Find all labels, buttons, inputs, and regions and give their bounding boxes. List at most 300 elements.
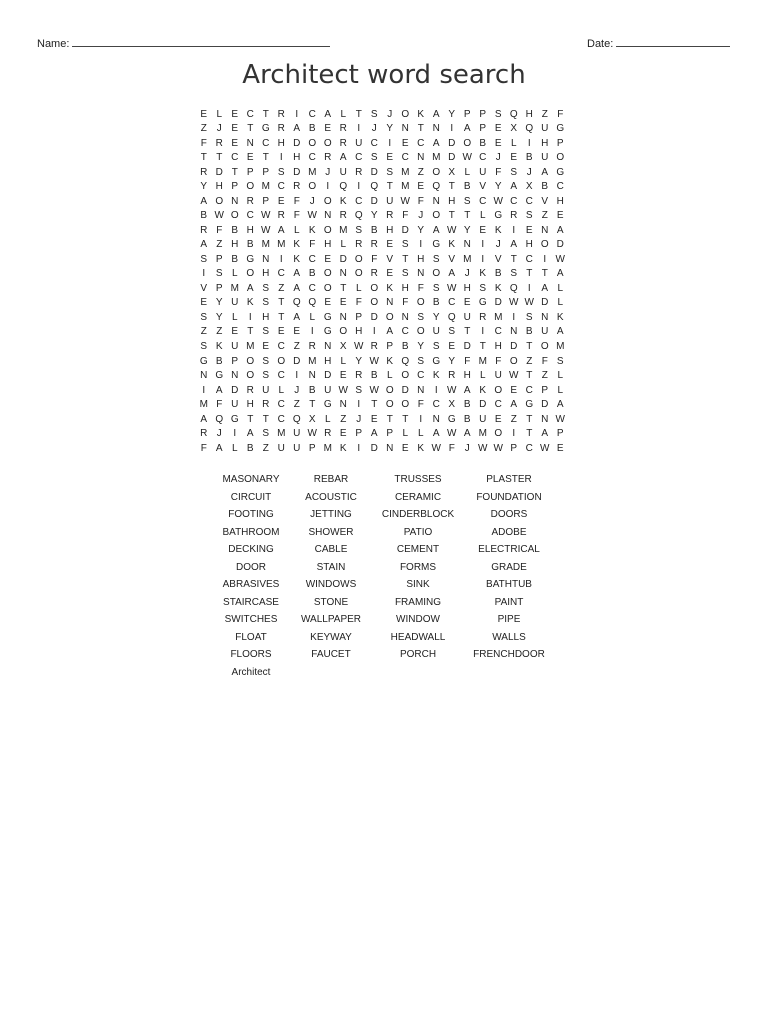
grid-letter: U	[231, 341, 239, 352]
grid-letter: U	[479, 166, 487, 178]
word-list-item: FRAMING	[394, 596, 442, 608]
grid-letter: C	[479, 195, 487, 207]
grid-letter: R	[324, 428, 332, 440]
grid-letter: F	[417, 195, 424, 207]
grid-letter: L	[340, 355, 347, 367]
word-list-item: CIRCUIT	[230, 491, 272, 503]
word-list-item: STONE	[313, 596, 349, 608]
grid-letter: C	[417, 370, 425, 382]
grid-letter: N	[417, 268, 425, 280]
grid-letter: A	[200, 413, 208, 425]
grid-row	[196, 267, 568, 282]
grid-letter: F	[557, 108, 564, 120]
grid-letter: A	[432, 428, 440, 440]
grid-letter: P	[479, 108, 487, 120]
grid-letter: I	[388, 137, 392, 149]
grid-letter: I	[248, 311, 252, 323]
grid-letter: N	[401, 123, 409, 135]
grid-letter: T	[402, 413, 409, 425]
grid-letter: S	[262, 370, 270, 382]
grid-letter: K	[448, 239, 456, 251]
grid-letter: B	[541, 181, 549, 193]
grid-letter: C	[308, 108, 316, 120]
grid-letter: T	[262, 152, 269, 164]
grid-letter: W	[555, 413, 565, 425]
grid-letter: O	[432, 210, 441, 222]
grid-letter: M	[401, 166, 410, 178]
word-list-item: CINDERBLOCK	[381, 509, 455, 520]
grid-row	[196, 426, 568, 441]
name-field	[37, 36, 330, 50]
grid-letter: U	[339, 166, 347, 178]
grid-letter: N	[200, 370, 208, 382]
grid-letter: N	[262, 253, 270, 265]
grid-letter: R	[215, 137, 223, 149]
grid-letter: E	[510, 384, 518, 396]
grid-letter: G	[556, 123, 565, 135]
grid-letter: A	[432, 224, 440, 236]
grid-letter: T	[526, 370, 533, 382]
grid-letter: R	[339, 123, 347, 135]
grid-letter: P	[479, 123, 487, 135]
grid-letter: N	[246, 137, 254, 149]
grid-letter: B	[308, 268, 316, 280]
grid-letter: P	[231, 355, 239, 367]
grid-letter: U	[386, 195, 394, 207]
grid-letter: E	[339, 297, 347, 309]
grid-letter: I	[233, 428, 237, 440]
grid-letter: G	[230, 413, 239, 425]
letter-grid	[196, 107, 568, 455]
grid-letter: A	[370, 428, 378, 440]
grid-letter: S	[510, 268, 518, 280]
grid-letter: O	[401, 370, 410, 382]
grid-letter: R	[277, 210, 285, 222]
grid-letter: O	[246, 355, 255, 367]
grid-letter: S	[215, 268, 223, 280]
grid-letter: R	[277, 123, 285, 135]
grid-letter: T	[386, 181, 393, 193]
grid-letter: N	[339, 399, 347, 411]
grid-letter: F	[417, 282, 424, 294]
grid-letter: T	[448, 210, 455, 222]
grid-letter: G	[432, 355, 441, 367]
word-list-item: SWITCHES	[224, 614, 278, 625]
grid-letter: J	[495, 152, 501, 164]
grid-letter: O	[308, 137, 317, 149]
grid-letter: G	[323, 399, 332, 411]
grid-letter: W	[261, 210, 271, 222]
grid-letter: W	[307, 428, 317, 440]
grid-letter: L	[464, 166, 471, 178]
word-list-item: JETTING	[310, 509, 352, 520]
grid-letter: P	[510, 442, 518, 454]
grid-letter: K	[246, 297, 254, 309]
grid-letter: W	[214, 210, 224, 222]
grid-letter: T	[448, 181, 455, 193]
grid-letter: C	[355, 195, 363, 207]
grid-letter: E	[339, 428, 347, 440]
word-list-item: ELECTRICAL	[478, 544, 540, 555]
grid-row	[196, 252, 568, 267]
grid-letter: T	[216, 152, 223, 164]
grid-letter: C	[262, 137, 270, 149]
grid-letter: R	[370, 341, 378, 352]
grid-letter: R	[448, 370, 456, 382]
grid-letter: T	[479, 341, 486, 352]
grid-letter: H	[231, 239, 239, 251]
word-list-item: CEMENT	[396, 544, 440, 555]
grid-letter: T	[278, 297, 285, 309]
grid-letter: Q	[509, 282, 518, 294]
grid-letter: F	[495, 355, 502, 367]
word-list-item: PLASTER	[486, 474, 532, 485]
grid-letter: I	[279, 152, 283, 164]
grid-letter: L	[402, 428, 409, 440]
grid-letter: W	[447, 384, 457, 396]
grid-row	[196, 209, 568, 224]
grid-letter: S	[525, 311, 533, 323]
grid-letter: N	[541, 413, 549, 425]
grid-letter: A	[510, 399, 518, 411]
grid-letter: Y	[463, 224, 471, 236]
grid-letter: W	[261, 224, 271, 236]
grid-letter: B	[525, 152, 533, 164]
grid-letter: D	[448, 152, 456, 164]
grid-letter: E	[494, 123, 502, 135]
grid-letter: W	[540, 442, 550, 454]
grid-letter: K	[432, 370, 440, 382]
grid-letter: C	[277, 399, 285, 411]
grid-letter: K	[417, 442, 425, 454]
grid-letter: G	[478, 297, 487, 309]
grid-row	[196, 165, 568, 180]
grid-row	[196, 325, 568, 340]
word-list-item: DOORS	[490, 509, 528, 520]
grid-letter: H	[541, 137, 549, 149]
grid-letter: U	[541, 123, 549, 135]
grid-letter: M	[199, 399, 208, 411]
grid-row	[196, 180, 568, 195]
grid-letter: G	[432, 239, 441, 251]
grid-letter: J	[495, 239, 501, 251]
grid-letter: H	[556, 195, 564, 207]
grid-letter: N	[324, 210, 332, 222]
grid-letter: Y	[448, 108, 456, 120]
grid-letter: Q	[292, 297, 301, 309]
grid-letter: S	[479, 282, 487, 294]
grid-letter: I	[326, 181, 330, 193]
grid-letter: A	[556, 326, 564, 338]
grid-letter: O	[246, 370, 255, 382]
grid-letter: N	[541, 311, 549, 323]
grid-letter: A	[463, 384, 471, 396]
grid-letter: D	[479, 399, 487, 411]
grid-letter: J	[387, 108, 393, 120]
grid-letter: P	[386, 341, 394, 352]
grid-letter: W	[493, 195, 503, 207]
grid-letter: B	[463, 181, 471, 193]
grid-letter: B	[370, 224, 378, 236]
grid-letter: J	[464, 268, 470, 280]
grid-letter: I	[295, 108, 299, 120]
grid-letter: I	[357, 181, 361, 193]
grid-letter: T	[541, 268, 548, 280]
grid-letter: B	[246, 239, 254, 251]
grid-letter: L	[557, 297, 564, 309]
grid-letter: D	[293, 137, 301, 149]
grid-letter: F	[448, 442, 455, 454]
grid-letter: W	[400, 195, 410, 207]
grid-letter: X	[339, 341, 347, 352]
grid-letter: T	[402, 253, 409, 265]
grid-letter: W	[447, 428, 457, 440]
word-list	[205, 471, 547, 681]
grid-letter: F	[495, 166, 502, 178]
grid-letter: F	[200, 442, 207, 454]
grid-letter: C	[417, 137, 425, 149]
grid-letter: A	[339, 152, 347, 164]
grid-row	[196, 354, 568, 369]
grid-letter: X	[448, 166, 456, 178]
grid-letter: G	[525, 399, 534, 411]
grid-letter: O	[323, 282, 332, 294]
word-list-item: ABRASIVES	[222, 579, 280, 590]
word-list-item: SINK	[406, 579, 430, 590]
grid-row	[196, 151, 568, 166]
word-list-item: FORMS	[399, 561, 437, 573]
word-list-item: HEADWALL	[390, 631, 446, 643]
grid-letter: R	[277, 108, 285, 120]
grid-letter: D	[293, 166, 301, 178]
word-list-item: CERAMIC	[394, 491, 442, 503]
grid-letter: D	[370, 166, 378, 178]
grid-letter: K	[479, 268, 487, 280]
grid-letter: T	[464, 326, 471, 338]
grid-letter: C	[308, 282, 316, 294]
grid-letter: C	[277, 268, 285, 280]
grid-letter: H	[525, 239, 533, 251]
grid-letter: A	[510, 239, 518, 251]
grid-letter: Y	[215, 297, 223, 309]
grid-letter: U	[494, 370, 502, 382]
grid-letter: J	[294, 384, 300, 396]
grid-letter: O	[416, 326, 425, 338]
grid-letter: W	[493, 442, 503, 454]
grid-letter: Z	[200, 123, 207, 135]
grid-letter: C	[401, 152, 409, 164]
grid-letter: M	[323, 442, 332, 454]
grid-letter: S	[386, 166, 394, 178]
grid-letter: D	[401, 224, 409, 236]
grid-letter: R	[308, 341, 316, 352]
grid-letter: K	[339, 195, 347, 207]
grid-letter: I	[295, 370, 299, 382]
grid-letter: R	[324, 152, 332, 164]
name-label: Name:	[37, 38, 70, 50]
grid-letter: O	[323, 195, 332, 207]
grid-letter: T	[262, 108, 269, 120]
grid-letter: H	[246, 399, 254, 411]
grid-letter: P	[246, 166, 254, 178]
grid-letter: E	[525, 224, 533, 236]
grid-letter: H	[215, 181, 223, 193]
grid-letter: C	[308, 253, 316, 265]
grid-letter: P	[262, 195, 270, 207]
grid-letter: H	[262, 268, 270, 280]
grid-letter: Y	[448, 355, 456, 367]
grid-letter: C	[525, 384, 533, 396]
grid-letter: F	[417, 399, 424, 411]
word-list-item: MASONARY	[222, 474, 280, 485]
grid-letter: H	[494, 341, 502, 352]
grid-row	[196, 383, 568, 398]
grid-letter: D	[231, 384, 239, 396]
grid-letter: T	[247, 413, 254, 425]
grid-letter: Z	[200, 326, 207, 338]
grid-letter: D	[215, 166, 223, 178]
grid-letter: W	[431, 442, 441, 454]
word-list-item: ADOBE	[491, 526, 527, 538]
grid-letter: C	[556, 181, 564, 193]
grid-letter: I	[419, 239, 423, 251]
grid-letter: O	[432, 268, 441, 280]
grid-letter: K	[556, 311, 564, 323]
word-list-item: STAIRCASE	[223, 596, 279, 608]
grid-letter: S	[401, 268, 409, 280]
grid-letter: R	[246, 195, 254, 207]
grid-letter: S	[262, 326, 270, 338]
grid-letter: B	[308, 384, 316, 396]
grid-letter: F	[355, 297, 362, 309]
grid-letter: F	[309, 239, 316, 251]
grid-letter: B	[463, 399, 471, 411]
grid-letter: D	[541, 399, 549, 411]
grid-letter: E	[463, 297, 471, 309]
grid-letter: B	[308, 123, 316, 135]
word-list-item: FOOTING	[228, 509, 274, 520]
grid-letter: E	[386, 152, 394, 164]
grid-letter: S	[262, 297, 270, 309]
grid-letter: A	[246, 282, 254, 294]
grid-letter: I	[481, 326, 485, 338]
grid-letter: W	[555, 253, 565, 265]
grid-letter: T	[371, 399, 378, 411]
grid-letter: M	[277, 239, 286, 251]
grid-letter: P	[386, 428, 394, 440]
grid-row	[196, 368, 568, 383]
grid-letter: W	[307, 210, 317, 222]
grid-letter: N	[463, 239, 471, 251]
grid-letter: E	[231, 137, 239, 149]
grid-letter: A	[432, 108, 440, 120]
grid-letter: E	[277, 195, 285, 207]
name-blank-line	[72, 36, 330, 47]
grid-letter: P	[215, 253, 223, 265]
grid-letter: T	[247, 123, 254, 135]
grid-letter: K	[339, 442, 347, 454]
grid-letter: I	[357, 442, 361, 454]
grid-letter: B	[432, 297, 440, 309]
grid-letter: M	[478, 355, 487, 367]
grid-letter: N	[510, 326, 518, 338]
word-list-item: TRUSSES	[394, 474, 442, 485]
grid-letter: S	[200, 253, 208, 265]
grid-letter: D	[370, 442, 378, 454]
grid-letter: C	[277, 370, 285, 382]
grid-letter: M	[432, 152, 441, 164]
grid-letter: W	[509, 370, 519, 382]
grid-letter: H	[448, 195, 456, 207]
grid-letter: W	[369, 355, 379, 367]
grid-letter: I	[481, 253, 485, 265]
grid-letter: F	[216, 399, 223, 411]
grid-letter: A	[556, 224, 564, 236]
grid-letter: E	[448, 341, 456, 352]
grid-row	[196, 397, 568, 412]
grid-letter: F	[541, 355, 548, 367]
grid-letter: C	[401, 326, 409, 338]
word-list-item: PAINT	[494, 596, 524, 608]
grid-letter: D	[463, 341, 471, 352]
grid-letter: W	[509, 297, 519, 309]
word-list-item: FAUCET	[311, 649, 351, 660]
grid-letter: B	[215, 355, 223, 367]
grid-letter: O	[354, 268, 363, 280]
word-list-item: FOUNDATION	[476, 491, 542, 503]
grid-letter: U	[463, 311, 471, 323]
grid-letter: C	[525, 195, 533, 207]
grid-letter: N	[417, 152, 425, 164]
grid-letter: A	[386, 326, 394, 338]
grid-letter: S	[200, 341, 208, 352]
grid-letter: O	[370, 297, 379, 309]
grid-letter: H	[293, 152, 301, 164]
grid-letter: G	[323, 311, 332, 323]
grid-letter: P	[556, 428, 564, 440]
grid-letter: T	[262, 413, 269, 425]
grid-row	[196, 223, 568, 238]
grid-letter: A	[200, 195, 208, 207]
grid-letter: P	[541, 384, 549, 396]
grid-letter: R	[246, 384, 254, 396]
grid-letter: B	[370, 370, 378, 382]
grid-letter: E	[401, 137, 409, 149]
grid-letter: R	[200, 166, 208, 178]
grid-letter: V	[479, 181, 487, 193]
grid-letter: H	[262, 311, 270, 323]
grid-letter: H	[386, 224, 394, 236]
grid-letter: S	[556, 355, 564, 367]
grid-letter: A	[556, 268, 564, 280]
grid-letter: C	[277, 181, 285, 193]
grid-letter: C	[277, 413, 285, 425]
grid-letter: C	[494, 399, 502, 411]
grid-letter: A	[541, 282, 549, 294]
grid-row	[196, 136, 568, 151]
grid-letter: Y	[215, 311, 223, 323]
grid-letter: A	[463, 123, 471, 135]
word-list-item: STAIN	[316, 561, 346, 573]
grid-row	[196, 339, 568, 354]
grid-letter: U	[324, 384, 332, 396]
grid-letter: B	[479, 137, 487, 149]
grid-letter: X	[525, 181, 533, 193]
grid-letter: S	[525, 210, 533, 222]
grid-letter: F	[464, 355, 471, 367]
grid-letter: M	[261, 239, 270, 251]
grid-letter: P	[355, 428, 363, 440]
